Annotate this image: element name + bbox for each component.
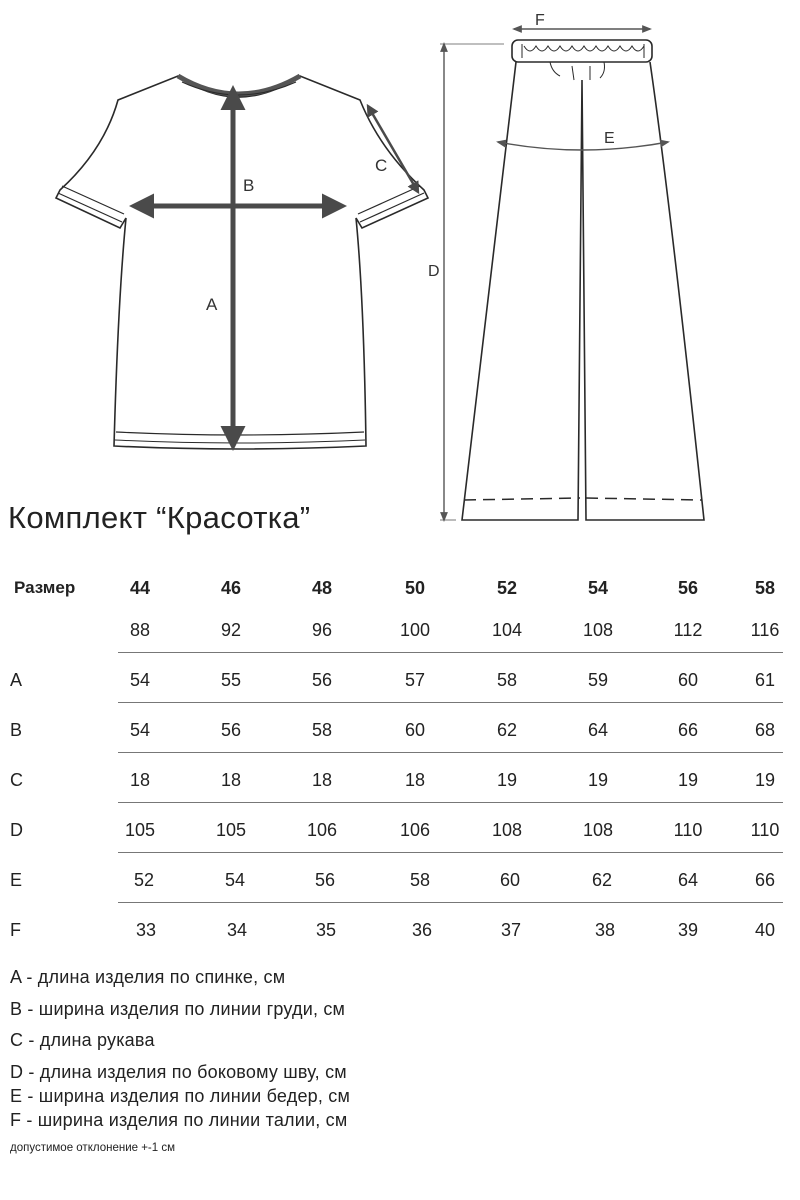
alt-size-cell: 104 xyxy=(491,620,523,640)
pants-drawing xyxy=(462,40,704,520)
label-c: C xyxy=(375,156,388,175)
table-cell: 106 xyxy=(399,820,431,840)
garment-drawings xyxy=(0,0,800,530)
row-label: E xyxy=(10,870,23,890)
product-title: Комплект “Красотка” xyxy=(8,500,311,535)
table-cell: 33 xyxy=(135,920,157,940)
table-cell: 60 xyxy=(499,870,521,890)
table-cell: 105 xyxy=(124,820,156,840)
alt-size-cell: 96 xyxy=(311,620,333,640)
row-label: F xyxy=(10,920,21,940)
row-label: C xyxy=(10,770,23,790)
legend-item: A - длина изделия по спинке, см xyxy=(10,967,286,987)
legend-item: D - длина изделия по боковому шву, см xyxy=(10,1061,347,1082)
table-cell: 36 xyxy=(411,920,433,940)
row-label: B xyxy=(10,720,23,740)
size-cell: 52 xyxy=(496,578,518,598)
table-cell: 66 xyxy=(754,870,776,890)
table-row-alt-sizes xyxy=(0,620,800,660)
table-cell: 35 xyxy=(315,920,337,940)
table-cell: 59 xyxy=(587,670,609,690)
table-header-row xyxy=(0,578,800,618)
table-cell: 19 xyxy=(587,770,609,790)
table-cell: 56 xyxy=(220,720,242,740)
table-cell: 64 xyxy=(677,870,699,890)
row-label: A xyxy=(10,670,23,690)
alt-size-cell: 112 xyxy=(673,620,703,640)
row-divider xyxy=(118,802,783,803)
table-cell: 60 xyxy=(677,670,699,690)
row-divider xyxy=(118,752,783,753)
size-cell: 46 xyxy=(220,578,242,598)
table-cell: 19 xyxy=(754,770,776,790)
table-cell: 54 xyxy=(129,720,151,740)
table-cell: 18 xyxy=(129,770,151,790)
table-cell: 58 xyxy=(409,870,431,890)
size-cell: 54 xyxy=(587,578,609,598)
legend-item: E - ширина изделия по линии бедер, см xyxy=(10,1085,351,1106)
table-cell: 55 xyxy=(220,670,242,690)
table-cell: 54 xyxy=(224,870,246,890)
measurement-legend xyxy=(10,962,350,1132)
alt-size-cell: 88 xyxy=(129,620,151,640)
table-cell: 62 xyxy=(496,720,518,740)
label-b: B xyxy=(243,176,255,195)
legend-item: C - длина рукава xyxy=(10,1030,155,1050)
size-cell: 44 xyxy=(129,578,151,598)
table-row-d xyxy=(0,820,800,860)
label-f: F xyxy=(535,12,545,29)
table-row-b xyxy=(0,720,800,760)
row-divider xyxy=(118,702,783,703)
legend-item: B - ширина изделия по линии груди, см xyxy=(10,998,346,1019)
table-cell: 108 xyxy=(491,820,523,840)
table-row-a xyxy=(0,670,800,710)
label-a: A xyxy=(206,295,218,314)
legend-item: F - ширина изделия по линии талии, см xyxy=(10,1109,348,1130)
table-cell: 18 xyxy=(404,770,426,790)
table-cell: 18 xyxy=(311,770,333,790)
size-cell: 48 xyxy=(311,578,333,598)
table-cell: 110 xyxy=(750,820,780,840)
pants-measure-arrows xyxy=(440,29,668,520)
table-cell: 106 xyxy=(306,820,338,840)
table-cell: 34 xyxy=(226,920,248,940)
table-cell: 64 xyxy=(587,720,609,740)
table-cell: 38 xyxy=(594,920,616,940)
tshirt-measure-arrows xyxy=(134,90,418,446)
row-label: D xyxy=(10,820,23,840)
alt-size-cell: 108 xyxy=(582,620,614,640)
table-cell: 52 xyxy=(133,870,155,890)
table-cell: 58 xyxy=(311,720,333,740)
label-e: E xyxy=(604,130,615,147)
table-cell: 58 xyxy=(496,670,518,690)
size-cell: 50 xyxy=(404,578,426,598)
size-cell: 56 xyxy=(677,578,699,598)
row-divider xyxy=(118,852,783,853)
size-cell: 58 xyxy=(754,578,776,598)
table-cell: 56 xyxy=(314,870,336,890)
row-divider xyxy=(118,652,783,653)
alt-size-cell: 92 xyxy=(220,620,242,640)
alt-size-cell: 100 xyxy=(399,620,431,640)
table-cell: 68 xyxy=(754,720,776,740)
table-cell: 18 xyxy=(220,770,242,790)
table-row-c xyxy=(0,770,800,810)
tolerance-note: допустимое отклонение +-1 см xyxy=(10,1142,175,1154)
table-cell: 40 xyxy=(754,920,776,940)
table-cell: 60 xyxy=(404,720,426,740)
table-row-e xyxy=(0,870,800,910)
alt-size-cell: 116 xyxy=(750,620,780,640)
header-label: Размер xyxy=(14,578,76,597)
table-cell: 66 xyxy=(677,720,699,740)
table-cell: 37 xyxy=(500,920,522,940)
label-d: D xyxy=(428,263,440,280)
row-divider xyxy=(118,902,783,903)
table-cell: 19 xyxy=(677,770,699,790)
table-cell: 19 xyxy=(496,770,518,790)
table-cell: 105 xyxy=(215,820,247,840)
table-cell: 54 xyxy=(129,670,151,690)
table-cell: 39 xyxy=(677,920,699,940)
table-cell: 56 xyxy=(311,670,333,690)
table-cell: 57 xyxy=(404,670,426,690)
table-cell: 110 xyxy=(673,820,703,840)
table-cell: 62 xyxy=(591,870,613,890)
table-row-f xyxy=(0,920,800,960)
table-cell: 61 xyxy=(754,670,776,690)
table-cell: 108 xyxy=(582,820,614,840)
measurement-diagram xyxy=(0,0,800,530)
tshirt-drawing xyxy=(56,76,428,449)
